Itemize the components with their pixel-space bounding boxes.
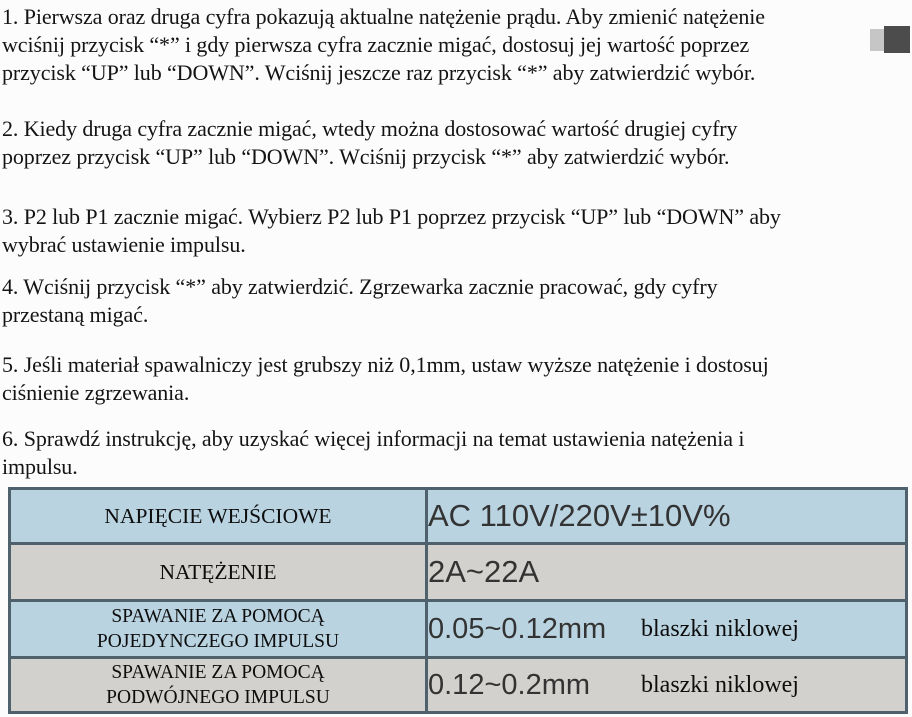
instruction-paragraph-4: 4. Wciśnij przycisk “*” aby zatwierdzić. Zgrzewarka zacznie pracować, gdy cyfry przestaną migać.	[2, 274, 718, 327]
table-row-single-pulse	[10, 601, 907, 658]
spec-value-cell	[427, 658, 907, 713]
instruction-paragraph-3: 3. P2 lub P1 zacznie migać. Wybierz P2 lub P1 poprzez przycisk “UP” lub “DOWN” aby wybrać ustawienie impulsu.	[2, 204, 781, 257]
instruction-paragraph-6: 6. Sprawdź instrukcję, aby uzyskać więcej informacji na temat ustawienia natężenia i impulsu.	[2, 426, 745, 479]
spec-note-single-pulse: blaszki niklowej	[641, 615, 799, 642]
spec-value-cell	[427, 601, 907, 658]
spec-note-double-pulse: blaszki niklowej	[641, 671, 799, 698]
scan-artifact-dark	[884, 26, 910, 53]
spec-value-single-pulse: 0.05~0.12mm	[428, 612, 607, 645]
spec-label-double-pulse: SPAWANIE ZA POMOCĄ PODWÓJNEGO IMPULSU	[10, 658, 427, 713]
instruction-paragraph-5: 5. Jeśli materiał spawalniczy jest grubszy niż 0,1mm, ustaw wyższe natężenie i dostosuj ciśnienie zgrzewania.	[2, 352, 769, 405]
table-row-current	[10, 544, 907, 601]
spec-value-current: 2A~22A	[428, 554, 540, 589]
table-row-input-voltage	[10, 489, 907, 544]
spec-label-input-voltage: NAPIĘCIE WEJŚCIOWE	[10, 489, 427, 544]
instruction-paragraph-1: 1. Pierwsza oraz druga cyfra pokazują aktualne natężenie prądu. Aby zmienić natężenie wciśnij przycisk “*” i gdy pierwsza cyfra zacznie migać, dostosuj jej wartość poprzez przycisk “UP” lub “DOWN”. Wciśnij jeszcze raz przycisk “*” aby zatwierdzić wybór.	[2, 4, 765, 85]
spec-value-input-voltage: AC 110V/220V±10V%	[428, 498, 731, 533]
spec-value-double-pulse: 0.12~0.2mm	[428, 668, 591, 701]
spec-value-cell	[427, 489, 907, 544]
spec-value-cell	[427, 544, 907, 601]
table-row-double-pulse	[10, 658, 907, 713]
spec-label-current: NATĘŻENIE	[10, 544, 427, 601]
instruction-paragraph-2: 2. Kiedy druga cyfra zacznie migać, wtedy można dostosować wartość drugiej cyfry poprzez przycisk “UP” lub “DOWN”. Wciśnij przycisk “*” aby zatwierdzić wybór.	[2, 116, 738, 169]
spec-label-single-pulse: SPAWANIE ZA POMOCĄ POJEDYNCZEGO IMPULSU	[10, 601, 427, 658]
spec-table	[8, 487, 908, 714]
